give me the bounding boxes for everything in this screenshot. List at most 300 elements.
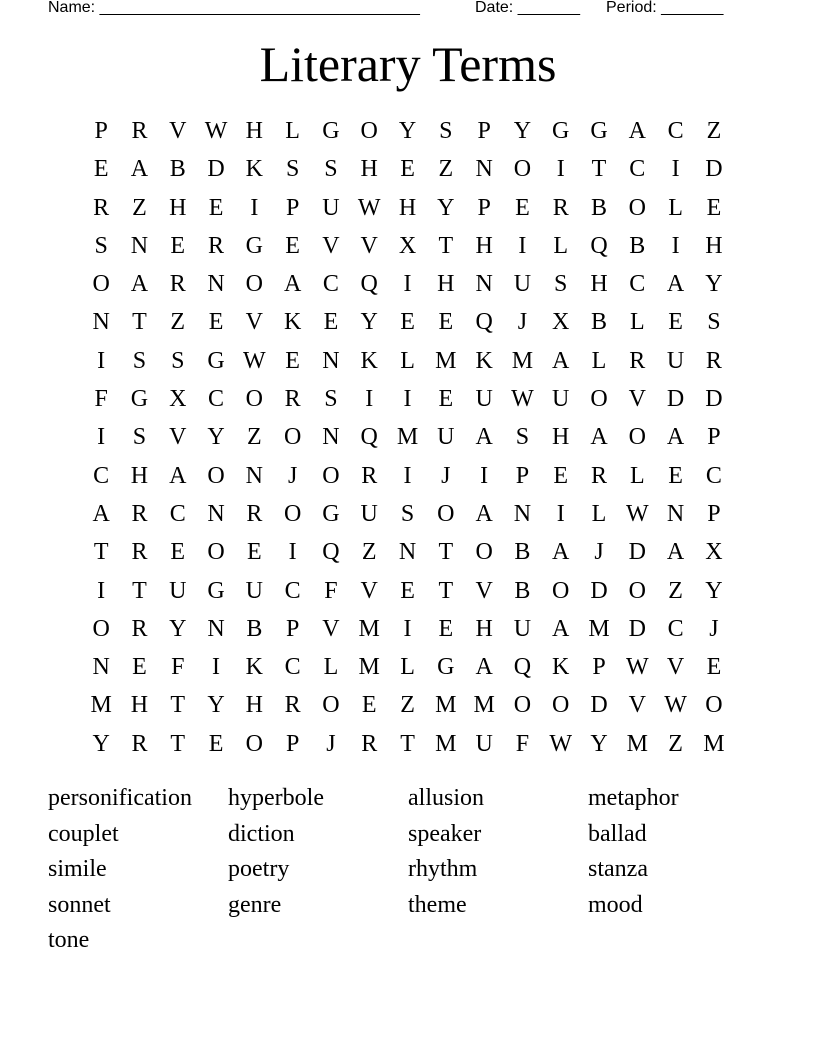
grid-letter: S — [132, 347, 147, 374]
grid-row — [82, 265, 734, 303]
grid-letter: R — [552, 194, 569, 221]
grid-letter: Z — [668, 577, 683, 604]
grid-letter: Y — [437, 194, 455, 221]
grid-row — [82, 533, 734, 571]
grid-letter: G — [207, 347, 225, 374]
grid-letter: T — [170, 730, 186, 757]
grid-letter: D — [705, 386, 723, 413]
word-bank-item: ballad — [588, 820, 647, 847]
grid-letter: H — [130, 692, 149, 719]
grid-letter: E — [515, 194, 530, 221]
grid-letter: R — [131, 500, 148, 527]
grid-letter: T — [591, 156, 607, 183]
grid-letter: Y — [398, 118, 417, 144]
grid-letter: H — [398, 194, 417, 221]
grid-letter: A — [628, 118, 646, 144]
grid-letter: G — [437, 654, 455, 681]
grid-letter: X — [398, 232, 417, 259]
grid-letter: V — [628, 692, 646, 719]
grid-letter: G — [590, 118, 608, 144]
grid-letter: L — [400, 347, 415, 374]
grid-letter: P — [285, 194, 300, 221]
grid-letter: E — [706, 194, 722, 221]
grid-letter: S — [132, 424, 147, 451]
grid-letter: R — [131, 730, 148, 757]
grid-letter: R — [131, 615, 148, 642]
grid-letter: C — [284, 577, 301, 604]
grid-letter: P — [515, 462, 530, 489]
grid-letter: I — [365, 386, 374, 413]
grid-letter: O — [322, 692, 340, 719]
grid-letter: M — [396, 424, 419, 451]
grid-letter: C — [629, 156, 646, 183]
grid-letter: U — [245, 577, 263, 604]
grid-letter: C — [322, 271, 339, 298]
grid-letter: N — [207, 271, 225, 298]
grid-letter: J — [709, 615, 719, 642]
grid-letter: Y — [92, 730, 110, 757]
grid-letter: M — [626, 730, 648, 757]
grid-letter: F — [94, 386, 108, 413]
grid-letter: E — [361, 692, 377, 719]
grid-letter: I — [212, 654, 221, 681]
grid-letter: I — [97, 347, 106, 374]
grid-letter: Z — [668, 730, 683, 757]
grid-letter: I — [480, 462, 489, 489]
grid-letter: E — [170, 539, 186, 566]
grid-letter: I — [671, 156, 680, 183]
grid-letter: Z — [438, 156, 454, 183]
grid-letter: L — [285, 118, 300, 144]
grid-letter: G — [322, 118, 340, 144]
grid-letter: H — [705, 232, 723, 259]
grid-letter: B — [591, 309, 608, 336]
grid-letter: A — [169, 462, 187, 489]
grid-letter: O — [245, 730, 263, 757]
grid-row — [82, 495, 734, 533]
grid-letter: T — [170, 692, 186, 719]
grid-letter: J — [441, 462, 451, 489]
grid-letter: N — [130, 232, 149, 259]
grid-letter: N — [207, 615, 225, 642]
page-title: Literary Terms — [259, 36, 557, 92]
grid-letter: Z — [132, 194, 147, 221]
word-bank-item: hyperbole — [228, 785, 324, 811]
grid-letter: S — [285, 156, 300, 183]
grid-letter: B — [169, 156, 186, 183]
grid-letter: R — [169, 271, 186, 298]
word-bank-item: sonnet — [48, 891, 111, 918]
grid-letter: I — [97, 577, 106, 604]
grid-letter: A — [666, 271, 685, 298]
grid-letter: P — [707, 424, 721, 451]
grid-letter: Q — [360, 271, 378, 298]
grid-letter: Y — [207, 692, 225, 719]
grid-letter: C — [284, 654, 301, 681]
grid-letter: Q — [513, 654, 532, 681]
grid-letter: P — [285, 615, 300, 642]
grid-letter: E — [285, 347, 300, 374]
grid-letter: O — [628, 194, 646, 221]
grid-letter: D — [628, 615, 646, 642]
grid-letter: T — [438, 539, 454, 566]
grid-letter: U — [475, 730, 493, 757]
grid-letter: O — [628, 424, 646, 451]
grid-letter: V — [666, 654, 685, 681]
grid-row — [82, 610, 734, 648]
grid-letter: H — [245, 692, 263, 719]
word-bank-item: poetry — [228, 856, 290, 883]
grid-letter: Z — [706, 118, 722, 144]
word-search-grid — [82, 112, 734, 763]
grid-letter: S — [94, 232, 108, 259]
grid-letter: S — [554, 271, 568, 298]
grid-letter: S — [439, 118, 453, 144]
grid-letter: D — [705, 156, 723, 183]
grid-letter: Q — [475, 309, 493, 336]
grid-letter: T — [93, 539, 109, 566]
grid-letter: A — [283, 271, 302, 298]
grid-letter: E — [285, 232, 300, 259]
grid-letter: R — [131, 539, 148, 566]
grid-row — [82, 686, 734, 724]
grid-letter: M — [435, 347, 457, 374]
grid-letter: E — [132, 654, 147, 681]
grid-letter: Y — [360, 309, 378, 336]
grid-letter: L — [323, 654, 339, 681]
grid-letter: O — [437, 500, 455, 527]
word-bank-item: metaphor — [588, 785, 679, 811]
grid-letter: A — [130, 156, 149, 183]
student-info-header — [48, 0, 748, 20]
word-bank-item: rhythm — [408, 856, 478, 883]
grid-letter: C — [208, 386, 225, 413]
grid-letter: Z — [400, 692, 415, 719]
grid-letter: E — [208, 730, 224, 757]
grid-letter: C — [667, 118, 684, 144]
grid-letter: U — [666, 347, 685, 374]
grid-letter: B — [591, 194, 608, 221]
grid-letter: N — [207, 500, 225, 527]
grid-letter: E — [400, 156, 415, 183]
grid-letter: F — [171, 654, 185, 681]
grid-letter: E — [668, 309, 683, 336]
grid-row — [82, 418, 734, 456]
grid-letter: G — [245, 232, 263, 259]
grid-letter: V — [628, 386, 646, 413]
grid-letter: O — [513, 156, 532, 183]
grid-letter: L — [629, 309, 645, 336]
grid-letter: X — [705, 539, 723, 566]
grid-letter: G — [207, 577, 225, 604]
grid-letter: U — [437, 424, 455, 451]
grid-letter: P — [477, 194, 491, 221]
grid-letter: A — [475, 424, 493, 451]
grid-letter: I — [556, 156, 565, 183]
grid-letter: E — [553, 462, 569, 489]
grid-letter: O — [628, 577, 646, 604]
grid-letter: D — [590, 577, 608, 604]
grid-letter: K — [552, 654, 570, 681]
grid-letter: L — [591, 347, 607, 374]
grid-letter: D — [628, 539, 646, 566]
grid-letter: T — [400, 730, 415, 757]
grid-letter: O — [590, 386, 608, 413]
grid-letter: K — [245, 654, 263, 681]
word-bank-item: stanza — [588, 856, 648, 883]
grid-letter: S — [324, 386, 338, 413]
grid-letter: E — [93, 156, 109, 183]
grid-letter: R — [361, 730, 378, 757]
grid-letter: H — [552, 424, 570, 451]
grid-letter: N — [666, 500, 685, 527]
grid-letter: V — [322, 232, 340, 259]
grid-letter: W — [357, 194, 381, 221]
grid-letter: I — [403, 271, 412, 298]
grid-letter: O — [552, 692, 570, 719]
grid-letter: K — [475, 347, 493, 374]
grid-letter: Y — [705, 271, 723, 298]
grid-letter: A — [552, 539, 570, 566]
name-field: Name: ____________________________________ — [48, 0, 420, 16]
grid-letter: A — [130, 271, 149, 298]
grid-letter: O — [705, 692, 723, 719]
grid-letter: S — [171, 347, 185, 374]
grid-letter: O — [283, 424, 302, 451]
grid-letter: I — [97, 424, 106, 451]
grid-letter: P — [707, 500, 721, 527]
grid-letter: R — [131, 118, 148, 144]
grid-letter: N — [245, 462, 263, 489]
date-field: Date: _______ — [475, 0, 580, 16]
grid-letter: C — [667, 615, 684, 642]
grid-letter: O — [283, 500, 302, 527]
grid-letter: N — [92, 309, 110, 336]
grid-row — [82, 725, 734, 763]
grid-letter: O — [207, 539, 225, 566]
grid-letter: O — [207, 462, 225, 489]
word-bank-item: mood — [588, 891, 643, 918]
grid-letter: C — [705, 462, 722, 489]
grid-letter: N — [398, 539, 417, 566]
grid-letter: M — [588, 615, 610, 642]
grid-letter: H — [590, 271, 608, 298]
grid-letter: U — [552, 386, 570, 413]
grid-letter: J — [326, 730, 336, 757]
grid-letter: O — [245, 386, 263, 413]
word-bank-item: genre — [228, 891, 282, 918]
grid-letter: U — [322, 194, 340, 221]
grid-letter: E — [323, 309, 339, 336]
grid-letter: U — [475, 386, 493, 413]
grid-letter: L — [629, 462, 645, 489]
grid-letter: M — [703, 730, 725, 757]
grid-letter: N — [475, 156, 493, 183]
grid-letter: M — [358, 615, 380, 642]
grid-letter: S — [707, 309, 721, 336]
word-bank — [48, 780, 768, 958]
grid-letter: E — [400, 577, 415, 604]
period-field: Period: _______ — [606, 0, 724, 16]
grid-letter: E — [668, 462, 683, 489]
grid-letter: I — [556, 500, 565, 527]
word-bank-item: simile — [48, 856, 107, 883]
grid-row — [82, 457, 734, 495]
grid-letter: W — [625, 654, 649, 681]
grid-letter: Q — [322, 539, 340, 566]
word-bank-item: allusion — [408, 785, 484, 811]
grid-letter: T — [438, 232, 454, 259]
grid-letter: R — [284, 386, 301, 413]
grid-letter: E — [208, 309, 224, 336]
grid-letter: M — [358, 654, 380, 681]
grid-letter: U — [169, 577, 187, 604]
grid-letter: R — [591, 462, 608, 489]
grid-letter: O — [92, 615, 110, 642]
grid-letter: P — [477, 118, 491, 144]
grid-letter: E — [706, 654, 722, 681]
grid-letter: I — [250, 194, 259, 221]
grid-letter: R — [361, 462, 378, 489]
grid-letter: M — [511, 347, 534, 374]
grid-row — [82, 380, 734, 418]
grid-letter: W — [511, 386, 534, 413]
grid-letter: D — [207, 156, 225, 183]
grid-letter: R — [629, 347, 646, 374]
grid-letter: H — [437, 271, 455, 298]
grid-letter: N — [92, 654, 110, 681]
grid-letter: I — [671, 232, 680, 259]
grid-letter: E — [438, 615, 454, 642]
grid-letter: F — [515, 730, 530, 757]
grid-letter: R — [246, 500, 263, 527]
grid-letter: A — [475, 654, 493, 681]
grid-letter: O — [92, 271, 110, 298]
grid-letter: E — [208, 194, 224, 221]
grid-letter: E — [170, 232, 186, 259]
grid-letter: M — [90, 692, 112, 719]
grid-letter: E — [438, 309, 454, 336]
grid-letter: V — [245, 309, 263, 336]
grid-letter: D — [590, 692, 608, 719]
grid-row — [82, 303, 734, 341]
grid-letter: I — [288, 539, 297, 566]
grid-letter: O — [513, 692, 532, 719]
grid-letter: W — [243, 347, 266, 374]
word-bank-item: speaker — [408, 820, 482, 847]
grid-letter: R — [93, 194, 110, 221]
grid-letter: I — [403, 462, 412, 489]
grid-letter: W — [204, 118, 228, 144]
grid-letter: B — [629, 232, 646, 259]
grid-letter: I — [518, 232, 527, 259]
grid-letter: Y — [590, 730, 608, 757]
grid-letter: H — [475, 232, 493, 259]
grid-letter: O — [475, 539, 493, 566]
grid-letter: T — [132, 577, 147, 604]
grid-letter: U — [513, 615, 532, 642]
grid-letter: A — [590, 424, 608, 451]
grid-letter: O — [322, 462, 340, 489]
grid-letter: F — [324, 577, 338, 604]
grid-row — [82, 112, 734, 150]
grid-letter: M — [435, 692, 457, 719]
grid-letter: K — [245, 156, 263, 183]
grid-letter: W — [664, 692, 687, 719]
grid-letter: V — [360, 577, 378, 604]
grid-letter: G — [322, 500, 340, 527]
grid-letter: J — [594, 539, 604, 566]
grid-letter: Q — [360, 424, 378, 451]
word-bank-item: theme — [408, 891, 467, 918]
grid-letter: K — [360, 347, 378, 374]
grid-letter: Y — [169, 615, 187, 642]
grid-letter: O — [552, 577, 570, 604]
grid-letter: R — [705, 347, 722, 374]
grid-letter: G — [130, 386, 149, 413]
grid-letter: P — [285, 730, 300, 757]
grid-letter: J — [517, 309, 528, 336]
grid-letter: S — [324, 156, 338, 183]
grid-letter: H — [169, 194, 187, 221]
grid-letter: A — [92, 500, 110, 527]
grid-letter: J — [287, 462, 298, 489]
grid-letter: Z — [170, 309, 186, 336]
grid-letter: I — [403, 615, 412, 642]
grid-letter: T — [438, 577, 454, 604]
grid-letter: G — [552, 118, 570, 144]
word-bank-item: couplet — [48, 820, 119, 847]
grid-letter: P — [592, 654, 606, 681]
grid-letter: M — [435, 730, 457, 757]
grid-letter: B — [514, 577, 531, 604]
grid-letter: P — [94, 118, 108, 144]
grid-row — [82, 572, 734, 610]
grid-letter: N — [322, 424, 340, 451]
grid-letter: X — [169, 386, 187, 413]
grid-letter: A — [552, 615, 570, 642]
grid-letter: R — [208, 232, 225, 259]
grid-row — [82, 342, 734, 380]
grid-letter: H — [475, 615, 493, 642]
grid-letter: A — [475, 500, 493, 527]
grid-letter: V — [360, 232, 378, 259]
grid-letter: Z — [247, 424, 262, 451]
grid-letter: L — [668, 194, 683, 221]
grid-letter: A — [666, 539, 685, 566]
grid-letter: C — [169, 500, 186, 527]
grid-letter: N — [322, 347, 340, 374]
grid-letter: W — [549, 730, 573, 757]
grid-letter: L — [553, 232, 569, 259]
grid-letter: X — [552, 309, 570, 336]
grid-letter: N — [475, 271, 493, 298]
grid-letter: O — [360, 118, 378, 144]
grid-row — [82, 648, 734, 686]
grid-letter: V — [169, 424, 187, 451]
grid-letter: M — [473, 692, 495, 719]
grid-letter: I — [403, 386, 412, 413]
grid-letter: V — [169, 118, 187, 144]
grid-letter: H — [130, 462, 149, 489]
grid-letter: K — [283, 309, 302, 336]
grid-letter: C — [629, 271, 646, 298]
grid-letter: B — [246, 615, 263, 642]
grid-letter: W — [625, 500, 649, 527]
grid-letter: N — [513, 500, 532, 527]
grid-letter: A — [552, 347, 570, 374]
grid-letter: A — [666, 424, 685, 451]
